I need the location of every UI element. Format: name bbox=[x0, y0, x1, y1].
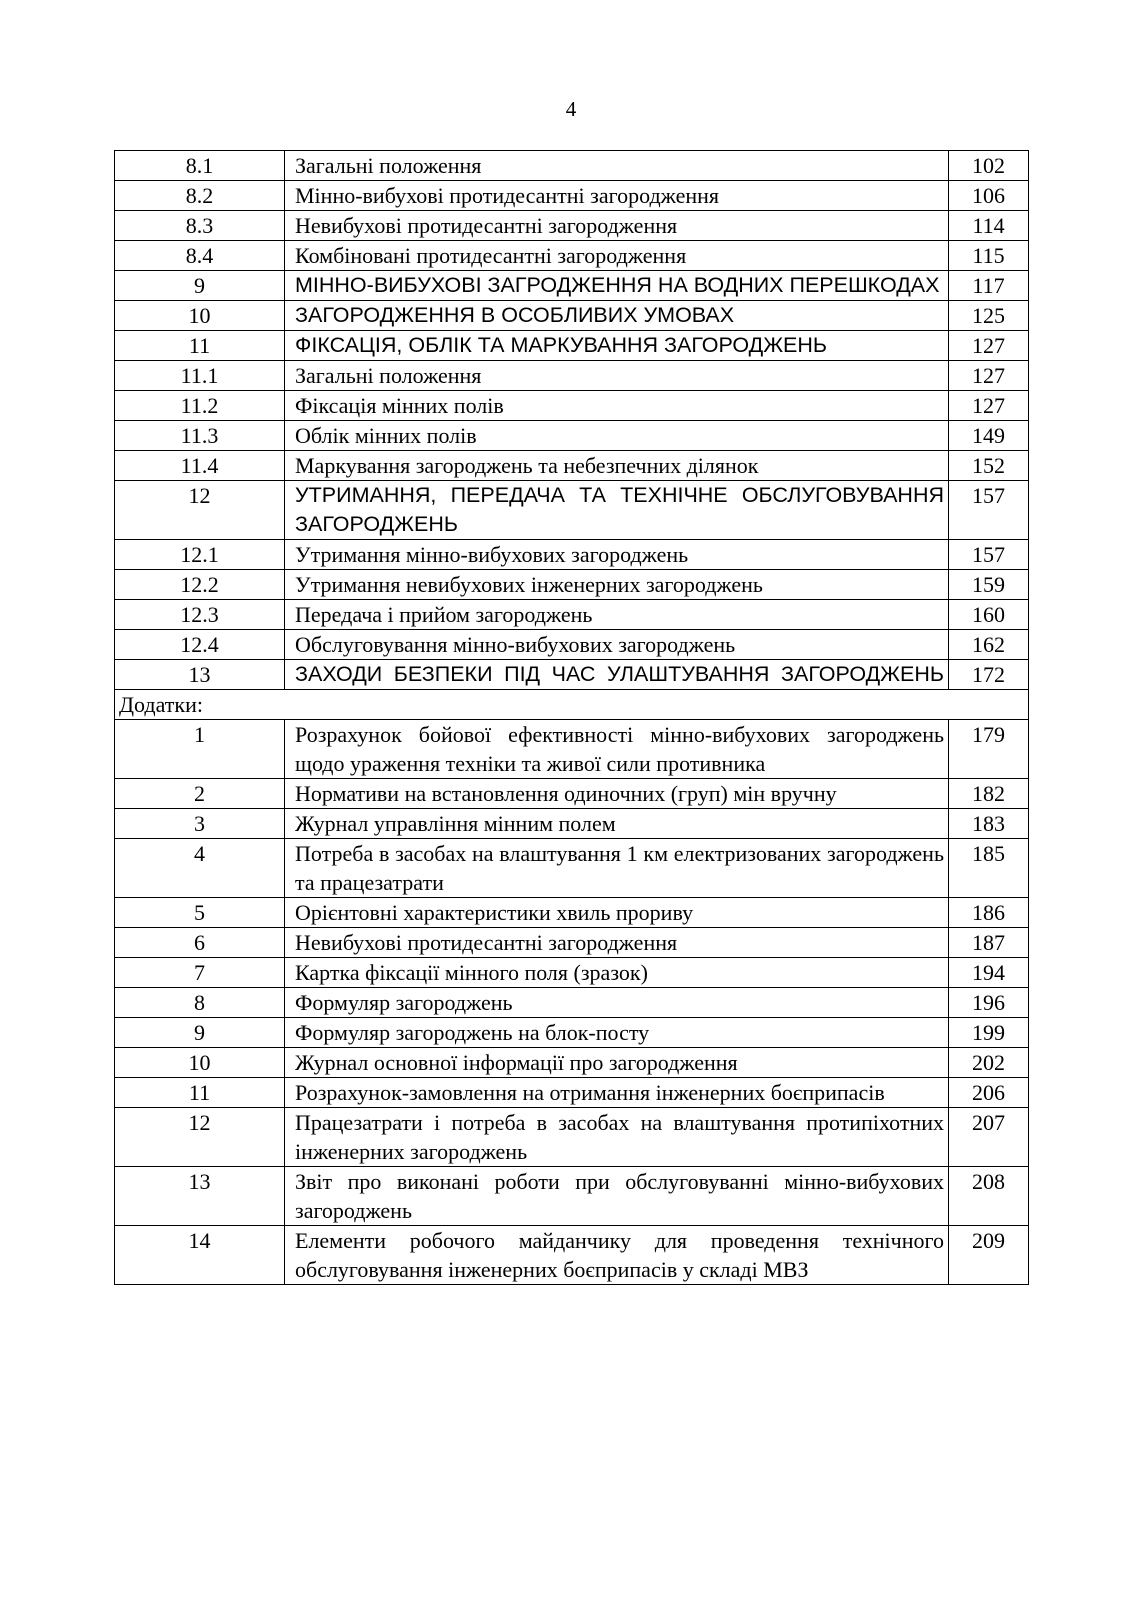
section-number: 12 bbox=[115, 481, 285, 540]
section-number: 8.2 bbox=[115, 181, 285, 211]
appendix-row bbox=[115, 839, 1029, 898]
toc-row bbox=[115, 570, 1029, 600]
section-number: 12.3 bbox=[115, 600, 285, 630]
appendix-title: Журнал управління мінним полем bbox=[285, 809, 949, 839]
page-number: 4 bbox=[565, 97, 577, 121]
section-title: Маркування загороджень та небезпечних ділянок bbox=[285, 451, 949, 481]
section-page: 159 bbox=[949, 570, 1029, 600]
section-number: 9 bbox=[115, 271, 285, 301]
section-page: 102 bbox=[949, 151, 1029, 181]
appendix-title: Журнал основної інформації про загородження bbox=[285, 1048, 949, 1078]
appendix-number: 12 bbox=[115, 1108, 285, 1167]
toc-row bbox=[115, 151, 1029, 181]
toc-row bbox=[115, 361, 1029, 391]
section-title: ФІКСАЦІЯ, ОБЛІК ТА МАРКУВАННЯ ЗАГОРОДЖЕНЬ bbox=[285, 331, 949, 361]
appendix-page: 196 bbox=[949, 988, 1029, 1018]
section-page: 114 bbox=[949, 211, 1029, 241]
appendix-title: Працезатрати і потреба в засобах на влаштування протипіхотних інженерних загороджень bbox=[285, 1108, 949, 1167]
appendix-row bbox=[115, 988, 1029, 1018]
appendix-row bbox=[115, 1018, 1029, 1048]
section-page: 115 bbox=[949, 241, 1029, 271]
section-number: 12.2 bbox=[115, 570, 285, 600]
appendix-title: Звіт про виконані роботи при обслуговуванні мінно-вибухових загороджень bbox=[285, 1167, 949, 1226]
appendix-title: Розрахунок-замовлення на отримання інженерних боєприпасів bbox=[285, 1078, 949, 1108]
toc-row bbox=[115, 451, 1029, 481]
toc-row bbox=[115, 241, 1029, 271]
section-page: 162 bbox=[949, 630, 1029, 660]
appendix-number: 3 bbox=[115, 809, 285, 839]
section-number: 8.4 bbox=[115, 241, 285, 271]
toc-row bbox=[115, 630, 1029, 660]
appendix-page: 202 bbox=[949, 1048, 1029, 1078]
appendix-page: 199 bbox=[949, 1018, 1029, 1048]
section-page: 127 bbox=[949, 391, 1029, 421]
section-number: 11.4 bbox=[115, 451, 285, 481]
appendix-title: Нормативи на встановлення одиночних (груп) мін вручну bbox=[285, 779, 949, 809]
appendix-number: 6 bbox=[115, 928, 285, 958]
toc-row bbox=[115, 600, 1029, 630]
appendix-number: 8 bbox=[115, 988, 285, 1018]
section-title: МІННО-ВИБУХОВІ ЗАГРОДЖЕННЯ НА ВОДНИХ ПЕРЕШКОДАХ bbox=[285, 271, 949, 301]
section-number: 8.1 bbox=[115, 151, 285, 181]
appendix-page: 194 bbox=[949, 958, 1029, 988]
appendices-heading-row bbox=[115, 690, 1029, 720]
appendix-number: 10 bbox=[115, 1048, 285, 1078]
section-page: 149 bbox=[949, 421, 1029, 451]
appendices-heading: Додатки: bbox=[115, 690, 1029, 720]
section-page: 152 bbox=[949, 451, 1029, 481]
section-title: Невибухові протидесантні загородження bbox=[285, 211, 949, 241]
section-page: 157 bbox=[949, 540, 1029, 570]
section-number: 11.2 bbox=[115, 391, 285, 421]
section-number: 12.1 bbox=[115, 540, 285, 570]
toc-row bbox=[115, 481, 1029, 540]
section-page: 117 bbox=[949, 271, 1029, 301]
appendix-number: 11 bbox=[115, 1078, 285, 1108]
section-title: Передача і прийом загороджень bbox=[285, 600, 949, 630]
appendix-page: 187 bbox=[949, 928, 1029, 958]
section-title: Загальні положення bbox=[285, 151, 949, 181]
toc-row bbox=[115, 391, 1029, 421]
section-number: 10 bbox=[115, 301, 285, 331]
appendix-number: 13 bbox=[115, 1167, 285, 1226]
toc-row bbox=[115, 271, 1029, 301]
section-title: Облік мінних полів bbox=[285, 421, 949, 451]
toc-row bbox=[115, 421, 1029, 451]
appendix-number: 4 bbox=[115, 839, 285, 898]
section-number: 11 bbox=[115, 331, 285, 361]
toc-row bbox=[115, 301, 1029, 331]
section-number: 13 bbox=[115, 660, 285, 690]
appendix-row bbox=[115, 779, 1029, 809]
section-title: Фіксація мінних полів bbox=[285, 391, 949, 421]
appendix-title: Формуляр загороджень на блок-посту bbox=[285, 1018, 949, 1048]
appendix-page: 206 bbox=[949, 1078, 1029, 1108]
appendix-row bbox=[115, 720, 1029, 779]
appendix-row bbox=[115, 928, 1029, 958]
appendix-row bbox=[115, 1226, 1029, 1285]
section-page: 127 bbox=[949, 331, 1029, 361]
section-page: 172 bbox=[949, 660, 1029, 690]
appendix-title: Невибухові протидесантні загородження bbox=[285, 928, 949, 958]
section-title: Утримання мінно-вибухових загороджень bbox=[285, 540, 949, 570]
appendix-title: Потреба в засобах на влаштування 1 км електризованих загороджень та працезатрати bbox=[285, 839, 949, 898]
section-title: ЗАХОДИ БЕЗПЕКИ ПІД ЧАС УЛАШТУВАННЯ ЗАГОРОДЖЕНЬ bbox=[285, 660, 949, 690]
section-title: Обслуговування мінно-вибухових загороджень bbox=[285, 630, 949, 660]
section-number: 11.3 bbox=[115, 421, 285, 451]
section-page: 127 bbox=[949, 361, 1029, 391]
appendix-title: Картка фіксації мінного поля (зразок) bbox=[285, 958, 949, 988]
toc-row bbox=[115, 331, 1029, 361]
section-number: 8.3 bbox=[115, 211, 285, 241]
appendix-number: 2 bbox=[115, 779, 285, 809]
section-title: ЗАГОРОДЖЕННЯ В ОСОБЛИВИХ УМОВАХ bbox=[285, 301, 949, 331]
table-of-contents bbox=[114, 150, 1029, 1285]
section-page: 157 bbox=[949, 481, 1029, 540]
appendix-page: 182 bbox=[949, 779, 1029, 809]
appendix-row bbox=[115, 958, 1029, 988]
appendix-row bbox=[115, 1048, 1029, 1078]
section-page: 160 bbox=[949, 600, 1029, 630]
section-number: 12.4 bbox=[115, 630, 285, 660]
appendix-number: 9 bbox=[115, 1018, 285, 1048]
section-number: 11.1 bbox=[115, 361, 285, 391]
appendix-number: 7 bbox=[115, 958, 285, 988]
section-page: 125 bbox=[949, 301, 1029, 331]
appendix-title: Елементи робочого майданчику для проведення технічного обслуговування інженерних боєприпасів у складі МВЗ bbox=[285, 1226, 949, 1285]
toc-row bbox=[115, 660, 1029, 690]
appendix-row bbox=[115, 1108, 1029, 1167]
appendix-page: 209 bbox=[949, 1226, 1029, 1285]
appendix-page: 183 bbox=[949, 809, 1029, 839]
appendix-page: 207 bbox=[949, 1108, 1029, 1167]
appendix-number: 5 bbox=[115, 898, 285, 928]
toc-row bbox=[115, 181, 1029, 211]
section-title: УТРИМАННЯ, ПЕРЕДАЧА ТА ТЕХНІЧНЕ ОБСЛУГОВУВАННЯ ЗАГОРОДЖЕНЬ bbox=[285, 481, 949, 540]
section-title: Комбіновані протидесантні загородження bbox=[285, 241, 949, 271]
appendix-row bbox=[115, 809, 1029, 839]
appendix-title: Розрахунок бойової ефективності мінно-вибухових загороджень щодо ураження техніки та живої сили противника bbox=[285, 720, 949, 779]
appendix-page: 179 bbox=[949, 720, 1029, 779]
appendix-row bbox=[115, 1078, 1029, 1108]
appendix-page: 186 bbox=[949, 898, 1029, 928]
appendix-page: 208 bbox=[949, 1167, 1029, 1226]
appendix-row bbox=[115, 898, 1029, 928]
toc-row bbox=[115, 540, 1029, 570]
section-title: Мінно-вибухові протидесантні загородження bbox=[285, 181, 949, 211]
appendix-title: Формуляр загороджень bbox=[285, 988, 949, 1018]
appendix-title: Орієнтовні характеристики хвиль прориву bbox=[285, 898, 949, 928]
appendix-number: 14 bbox=[115, 1226, 285, 1285]
toc-row bbox=[115, 211, 1029, 241]
section-title: Загальні положення bbox=[285, 361, 949, 391]
appendix-number: 1 bbox=[115, 720, 285, 779]
appendix-row bbox=[115, 1167, 1029, 1226]
appendix-page: 185 bbox=[949, 839, 1029, 898]
section-page: 106 bbox=[949, 181, 1029, 211]
section-title: Утримання невибухових інженерних загороджень bbox=[285, 570, 949, 600]
